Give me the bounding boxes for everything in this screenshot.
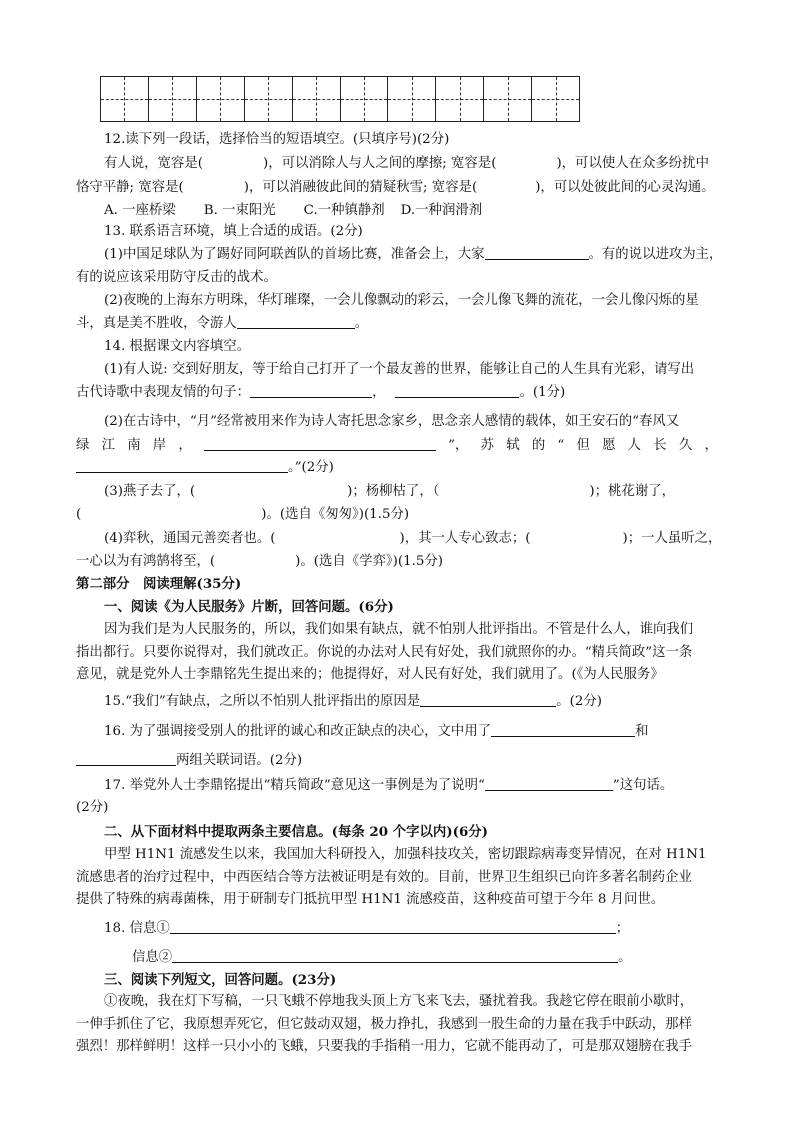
q14-s4-cont (76, 552, 443, 572)
answer-blank[interactable] (76, 751, 176, 766)
q13-s1-cont: 有的说应该采用防守反击的战术。 (76, 270, 277, 285)
q13-text: (1)中国足球队为了踢好同阿联酋队的首场比赛，准备会上，大家 (104, 247, 485, 262)
answer-blank[interactable] (420, 692, 556, 707)
q15-text: 15.“我们”有缺点，之所以不怕别人批评指出的原因是 (104, 694, 421, 709)
grid-cell[interactable] (388, 77, 436, 121)
q14-text: )；一人虽听之， (622, 531, 722, 546)
q14-text: ( (76, 507, 82, 522)
q17-score: (2分) (76, 800, 109, 815)
section3-title: 三、阅读下列短文，回答问题。(23分) (104, 972, 337, 988)
q16 (104, 722, 649, 742)
q16-text: 两组关联词语。(2分) (176, 753, 303, 768)
q14-text: )；桃花谢了， (589, 484, 675, 499)
q14-text: 。(1分) (519, 385, 566, 400)
q14-char: 绿 (76, 438, 90, 453)
q12-line2 (76, 178, 715, 198)
q16-text: 和 (635, 724, 649, 739)
q18-text: 。 (618, 950, 632, 965)
answer-blank[interactable] (491, 722, 635, 737)
sec1-paragraph: 因为我们是为人民服务的，所以，我们如果有缺点，就不怕别人批评指出。不管是什么人，谁向我们 (104, 622, 694, 637)
q15-text: 。(2分) (556, 694, 602, 709)
grid-cell[interactable] (532, 77, 579, 121)
q14-char: ”， (448, 438, 469, 453)
grid-cell[interactable] (101, 77, 149, 121)
q14-s2-cont (76, 458, 334, 478)
q14-text: (4)弈秋，通国元善奕者也。( (104, 531, 276, 546)
answer-blank[interactable] (172, 948, 618, 963)
q14-char: ， (178, 438, 192, 453)
q16-text: 16. 为了强调接受别人的批评的诚心和改正缺点的决心，文中用了 (104, 724, 492, 739)
q14-char: 江 (101, 438, 115, 453)
q14-text: )，其一人专心致志；( (399, 531, 531, 546)
answer-blank[interactable] (204, 436, 436, 451)
q12-text: 恪守平静; 宽容是( (76, 180, 184, 195)
q13-text: 。 (354, 316, 369, 331)
grid-cell[interactable] (245, 77, 293, 121)
option-d: D.一种润滑剂 (400, 203, 483, 218)
q18-label: 信息② (132, 950, 173, 965)
answer-blank[interactable] (170, 919, 616, 934)
q12-text: )，可以消除人与人之间的摩擦; 宽容是( (262, 156, 497, 171)
q16-cont (76, 751, 302, 771)
q14-char: 的 (531, 438, 546, 453)
sec3-paragraph: 强烈！那样鲜明！这样一只小小的飞蛾，只要我的手指稍一用力，它就不能再动了，可是那双翅膀在我手 (76, 1039, 692, 1054)
answer-blank[interactable] (76, 458, 288, 473)
q14-text: 。”(2分) (288, 460, 334, 475)
section2-title: 二、从下面材料中提取两条主要信息。(每条 20 个字以内)(6分) (104, 824, 488, 840)
q14-char: 长 (653, 438, 667, 453)
q14-char: 轼 (506, 438, 520, 453)
sec1-paragraph: 指出都行。只要你说得对，我们就改正。你说的办法对人民有好处，我们就照你的办。“精兵简政”这一条 (76, 645, 693, 660)
q14-char: 但 (576, 438, 590, 453)
section1-title: 一、阅读《为人民服务》片断，回答问题。(6分) (104, 599, 394, 615)
q13-text: 。有的说以进攻为主， (588, 247, 723, 262)
grid-cell[interactable] (341, 77, 389, 121)
q14-s3 (104, 482, 675, 502)
q14-char: 南 (127, 438, 141, 453)
q14-s2: (2)在古诗中，“月”经常被用来作为诗人寄托思念家乡，思念亲人感情的载体，如王安石的“春风又 (104, 414, 680, 429)
option-c: C.一种镇静剂 (303, 203, 385, 218)
q12-options (104, 201, 482, 221)
q14-char: 人 (627, 438, 642, 453)
grid-cell[interactable] (149, 77, 197, 121)
writing-grid[interactable] (100, 76, 580, 122)
q13-s2: (2)夜晚的上海东方明珠，华灯璀璨，一会儿像飘动的彩云，一会儿像飞舞的流花，一会儿像闪烁的星 (104, 293, 699, 308)
sec3-paragraph: 一伸手抓住了它，我原想弄死它，但它鼓动双翅，极力挣扎，我感到一股生命的力量在我手中跃动，那样 (76, 1017, 692, 1032)
q18-text: ； (615, 921, 630, 936)
answer-blank[interactable] (395, 383, 519, 398)
q14-s2-spread (76, 436, 718, 456)
q14-s1-cont (76, 383, 565, 403)
grid-cell[interactable] (484, 77, 532, 121)
part2-title: 第二部分 阅读理解(35分) (76, 576, 242, 592)
grid-cell[interactable] (293, 77, 341, 121)
q14-text: 古代诗歌中表现友情的句子： (76, 385, 251, 400)
q12-text: 有人说，宽容是( (104, 156, 203, 171)
q17 (104, 776, 673, 796)
q14-char: 苏 (480, 438, 495, 453)
option-a: A. 一座桥梁 (104, 203, 176, 218)
q14-s3-cont (76, 505, 409, 525)
q17-text: 17. 举党外人士李鼎铭提出“精兵简政”意见这一事例是为了说明“ (104, 778, 485, 793)
grid-cell[interactable] (436, 77, 484, 121)
sec2-paragraph: 提供了特殊的病毒菌株，用于研制专门抵抗甲型 H1N1 流感疫苗，这种疫苗可望于今年 8 月问世。 (76, 892, 665, 907)
q14-char: “ (557, 438, 565, 453)
grid-cell[interactable] (197, 77, 245, 121)
q15 (104, 692, 602, 712)
answer-blank[interactable] (250, 383, 372, 398)
q17-text: ”这句话。 (612, 778, 674, 793)
sec2-paragraph: 流感患者的治疗过程中，中西医结合等方法被证明是有效的。目前，世界卫生组织已向许多著名制药企业 (76, 870, 692, 885)
q14-char: 久 (678, 438, 693, 453)
q14-s1: (1)有人说: 交到好朋友，等于给自己打开了一个最友善的世界，能够让自己的人生具有光彩，请写出 (104, 362, 695, 377)
q13-title: 13. 联系语言环境，填上合适的成语。(2分) (104, 224, 363, 239)
q12-text: )，可以处彼此间的心灵沟通。 (535, 180, 715, 195)
q14-text: 一心以为有鸿鹄将至，( (76, 554, 216, 569)
answer-blank[interactable] (237, 314, 355, 329)
answer-blank[interactable] (485, 776, 613, 791)
option-b: B. 一束阳光 (203, 203, 276, 218)
q12-title: 12.读下列一段话，选择恰当的短语填空。(只填序号)(2分) (104, 132, 450, 147)
q18-label: 18. 信息① (104, 921, 170, 936)
sec3-paragraph: ①夜晚，我在灯下写稿，一只飞蛾不停地我头顶上方飞来飞去，骚扰着我。我趁它停在眼前小歇时， (104, 994, 694, 1009)
q14-title: 14. 根据课文内容填空。 (104, 339, 251, 354)
q14-text: (3)燕子去了，( (104, 484, 196, 499)
q12-text: )，可以消融彼此间的猜疑秋雪; 宽容是( (243, 180, 478, 195)
q14-char: ， (704, 438, 718, 453)
q13-text: 斗，真是美不胜收，令游人 (76, 316, 237, 331)
q12-text: )，可以使人在众多纷扰中 (556, 156, 709, 171)
q14-s4 (104, 529, 721, 549)
q12-line1 (104, 154, 709, 174)
q18-info1 (104, 919, 629, 939)
sec1-paragraph: 意见，就是党外人士李鼎铭先生提出来的；他提得好，对人民有好处，我们就用了。(《为人民服务》 (76, 667, 664, 682)
q14-text: )。(选自《匆匆》)(1.5分) (261, 507, 410, 522)
q14-text: )；杨柳枯了，（ (347, 484, 440, 499)
q13-s1 (104, 245, 722, 265)
answer-blank[interactable] (485, 245, 589, 260)
q14-text: )。(选自《学弈》)(1.5分) (295, 554, 443, 569)
q14-char: 愿 (602, 438, 616, 453)
q14-text: ， (372, 385, 386, 400)
sec2-paragraph: 甲型 H1N1 流感发生以来，我国加大科研投入，加强科技攻关，密切跟踪病毒变异情况，在对 H1N1 (104, 847, 707, 862)
q14-char: 岸 (152, 438, 167, 453)
q13-s2-cont (76, 314, 368, 334)
q18-info2 (132, 948, 632, 968)
